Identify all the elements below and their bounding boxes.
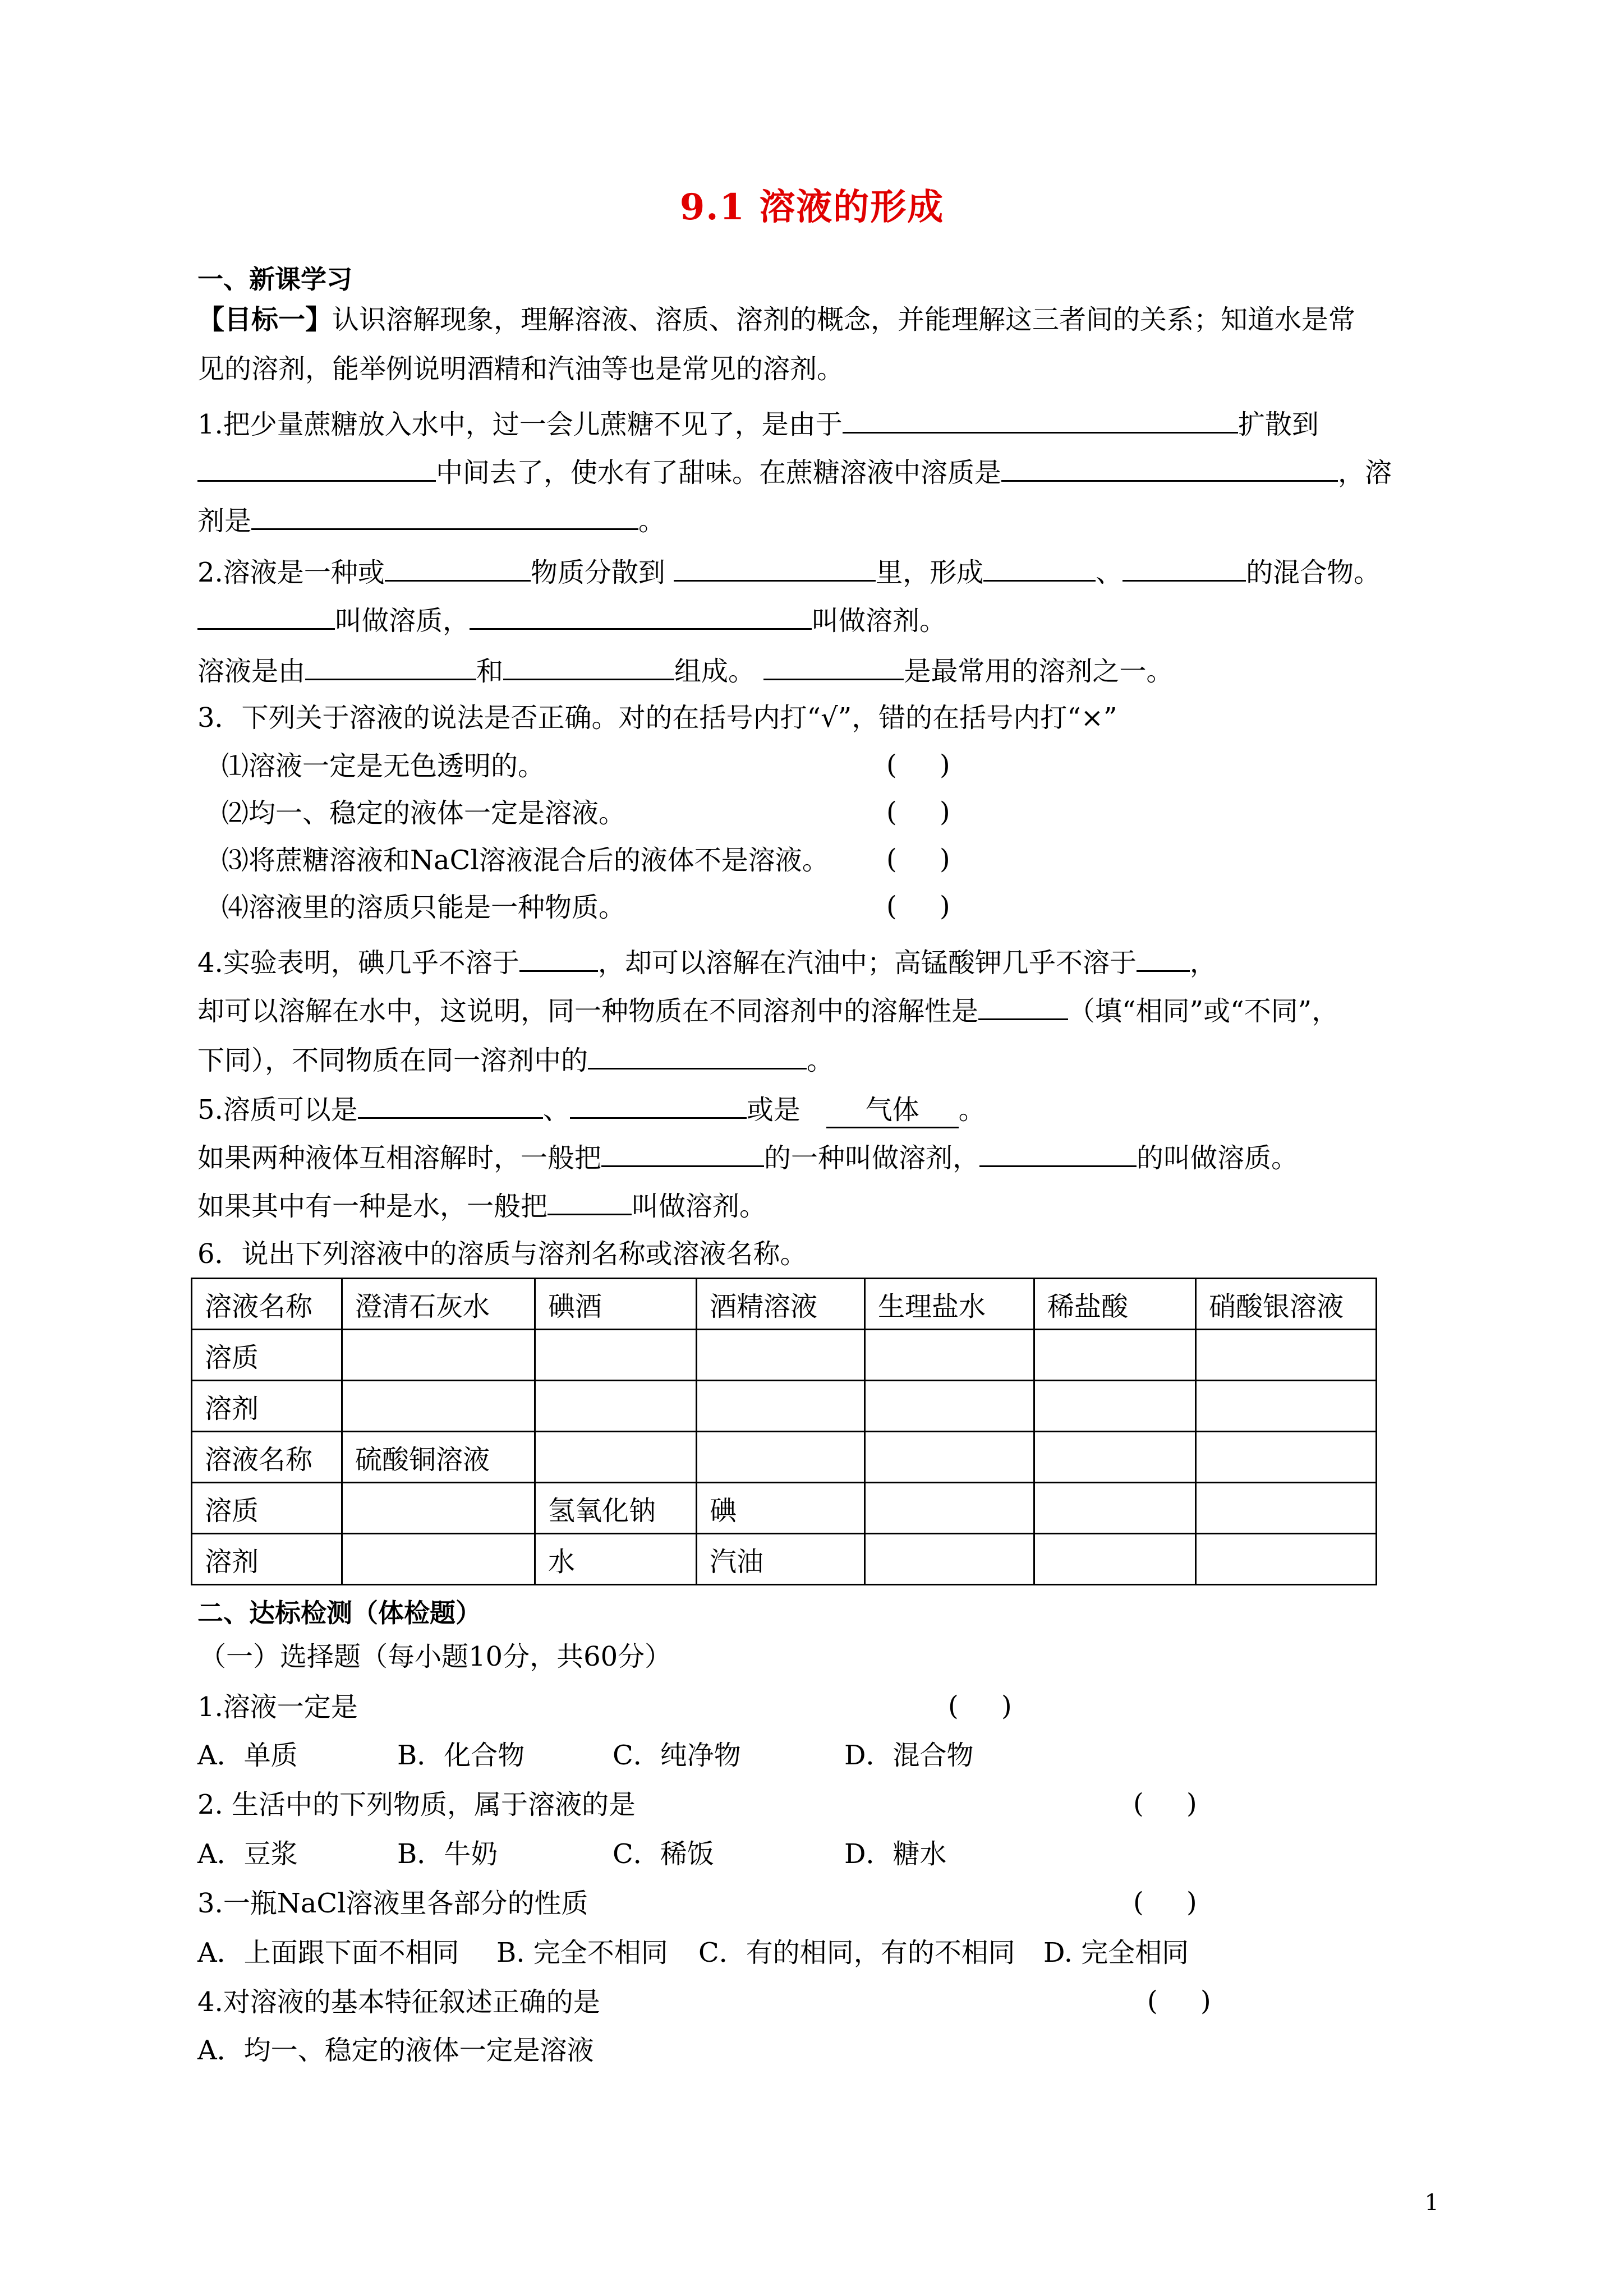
q2-line-1 <box>197 555 1381 589</box>
table-cell: 汽油 <box>697 1534 865 1585</box>
q5-text-f: 如果两种液体互相溶解时，一般把 <box>197 1142 602 1174</box>
table-cell[interactable] <box>342 1534 535 1585</box>
table-row <box>192 1330 1377 1381</box>
q2-text-j: 组成。 <box>674 656 756 687</box>
table-cell[interactable] <box>865 1381 1034 1432</box>
q3-stem: 3．下列关于溶液的说法是否正确。对的在括号内打“√”，错的在括号内打“×” <box>197 702 1117 734</box>
goal-line-1 <box>197 303 1355 336</box>
table-cell[interactable] <box>1196 1432 1377 1483</box>
mc-3-option-d[interactable]: D. 完全相同 <box>1043 1937 1189 1968</box>
answer-blank[interactable] <box>763 654 904 680</box>
table-cell[interactable] <box>1034 1534 1196 1585</box>
table-cell[interactable] <box>1196 1483 1377 1534</box>
q1-text-c: 中间去了，使水有了甜味。在蔗糖溶液中溶质是 <box>436 457 1002 488</box>
mc-1-option-b[interactable]: B．化合物 <box>397 1740 525 1771</box>
mc-1-option-a[interactable]: A．单质 <box>197 1740 298 1771</box>
answer-blank[interactable] <box>251 504 638 530</box>
answer-blank[interactable] <box>1122 555 1246 582</box>
q2-text-f: 叫做溶质， <box>335 605 470 637</box>
q2-text-b: 物质分散到 <box>530 557 665 588</box>
mc-1-option-d[interactable]: D．混合物 <box>844 1740 974 1771</box>
answer-blank[interactable] <box>358 1092 543 1119</box>
table-cell[interactable] <box>535 1330 697 1381</box>
table-cell: 氢氧化钠 <box>535 1483 697 1534</box>
table-cell[interactable] <box>697 1432 865 1483</box>
table-cell[interactable] <box>1034 1483 1196 1534</box>
table-cell: 酒精溶液 <box>697 1279 865 1330</box>
table-cell[interactable] <box>1196 1330 1377 1381</box>
mc-2-option-d[interactable]: D．糖水 <box>844 1838 947 1870</box>
mc-2-stem: 2. 生活中的下列物质，属于溶液的是 <box>197 1789 636 1820</box>
q3-item-2: ⑵均一、稳定的液体一定是溶液。 <box>222 797 626 829</box>
q4-text-b: ，却可以溶解在汽油中；高锰酸钾几乎不溶于 <box>597 947 1137 979</box>
section-heading-new-lesson: 一、新课学习 <box>197 264 352 294</box>
q5-line-1 <box>197 1092 986 1128</box>
mc-3-stem: 3.一瓶NaCl溶液里各部分的性质 <box>197 1888 588 1919</box>
table-cell[interactable] <box>1034 1330 1196 1381</box>
table-cell: 硝酸银溶液 <box>1196 1279 1377 1330</box>
table-cell[interactable] <box>535 1381 697 1432</box>
q2-text-d: 、 <box>1096 557 1123 588</box>
mc-2-option-b[interactable]: B．牛奶 <box>397 1838 498 1870</box>
mc-2-option-a[interactable]: A．豆浆 <box>197 1838 298 1870</box>
q5-text-h: 的叫做溶质。 <box>1137 1142 1299 1174</box>
q5-text-e: 。 <box>958 1094 986 1126</box>
table-cell: 溶质 <box>192 1483 342 1534</box>
table-cell[interactable] <box>865 1330 1034 1381</box>
q1-text-b: 扩散到 <box>1237 409 1319 440</box>
q1-text-e: 剂是 <box>197 505 252 537</box>
table-row <box>192 1432 1377 1483</box>
table-cell: 澄清石灰水 <box>342 1279 535 1330</box>
answer-blank[interactable] <box>1001 455 1338 482</box>
q1-text-f: 。 <box>638 505 666 537</box>
page-number: 1 <box>1424 2190 1439 2216</box>
table-cell: 碘 <box>697 1483 865 1534</box>
answer-parenthesis[interactable]: ( ) <box>886 891 950 922</box>
table-cell: 碘酒 <box>535 1279 697 1330</box>
answer-parenthesis[interactable]: ( ) <box>886 749 950 781</box>
q1-line-2 <box>197 455 1392 490</box>
mc-1-stem: 1.溶液一定是 <box>197 1691 358 1723</box>
q3-item-3: ⑶将蔗糖溶液和NaCl溶液混合后的液体不是溶液。 <box>222 845 829 876</box>
mc-3-option-b[interactable]: B. 完全不相同 <box>496 1937 668 1968</box>
table-cell[interactable] <box>1196 1381 1377 1432</box>
q2-text-e: 的混合物。 <box>1246 557 1381 588</box>
sub-heading-choice: （一）选择题（每小题10分，共60分） <box>199 1641 672 1672</box>
table-cell[interactable] <box>342 1483 535 1534</box>
table-cell: 硫酸铜溶液 <box>342 1432 535 1483</box>
q5-line-3 <box>197 1189 766 1223</box>
mc-1-option-c[interactable]: C．纯净物 <box>613 1740 741 1771</box>
table-row <box>192 1381 1377 1432</box>
table-cell[interactable] <box>1196 1534 1377 1585</box>
q1-text-a: 1.把少量蔗糖放入水中，过一会儿蔗糖不见了，是由于 <box>197 409 843 440</box>
answer-blank[interactable] <box>674 555 876 582</box>
table-cell: 生理盐水 <box>865 1279 1034 1330</box>
table-cell: 溶液名称 <box>192 1432 342 1483</box>
q5-text-c: 或是 <box>746 1094 801 1126</box>
q5-text-a: 5.溶质可以是 <box>197 1094 358 1126</box>
mc-3-option-c[interactable]: C．有的相同，有的不相同 <box>698 1937 1015 1968</box>
table-row <box>192 1534 1377 1585</box>
table-cell[interactable] <box>865 1483 1034 1534</box>
solution-table <box>191 1278 1377 1585</box>
answer-blank[interactable] <box>843 407 1238 434</box>
goal-text-1: 认识溶解现象，理解溶液、溶质、溶剂的概念，并能理解这三者间的关系；知道水是常 <box>332 304 1356 335</box>
answer-blank[interactable] <box>503 654 674 680</box>
q3-item-4: ⑷溶液里的溶质只能是一种物质。 <box>222 892 626 923</box>
q1-line-3 <box>197 504 665 538</box>
q1-line-1 <box>197 407 1319 441</box>
table-cell[interactable] <box>342 1330 535 1381</box>
answer-blank[interactable] <box>601 1141 764 1167</box>
table-cell: 溶剂 <box>192 1534 342 1585</box>
q4-text-g: 。 <box>807 1045 834 1076</box>
page-title: 9.1 溶液的形成 <box>679 186 945 228</box>
table-cell[interactable] <box>1034 1381 1196 1432</box>
answer-blank[interactable] <box>978 994 1068 1020</box>
mc-4-stem: 4.对溶液的基本特征叙述正确的是 <box>197 1986 600 2018</box>
table-cell: 溶质 <box>192 1330 342 1381</box>
q5-text-g: 的一种叫做溶剂， <box>764 1142 980 1174</box>
q4-text-f: 下同），不同物质在同一溶剂中的 <box>197 1045 588 1076</box>
table-row <box>192 1279 1377 1330</box>
answer-blank[interactable] <box>470 603 812 630</box>
table-cell[interactable] <box>865 1534 1034 1585</box>
table-cell[interactable] <box>535 1432 697 1483</box>
q5-text-i: 如果其中有一种是水，一般把 <box>197 1191 548 1222</box>
table-cell: 溶液名称 <box>192 1279 342 1330</box>
q5-text-b: 、 <box>542 1094 570 1126</box>
answer-parenthesis[interactable]: ( ) <box>886 843 950 875</box>
answer-parenthesis[interactable]: ( ) <box>1147 1985 1211 2017</box>
q2-text-k: 是最常用的溶剂之一。 <box>904 656 1174 687</box>
answer-parenthesis[interactable]: ( ) <box>948 1690 1012 1722</box>
q2-text-h: 溶液是由 <box>197 656 306 687</box>
answer-blank[interactable] <box>983 555 1096 582</box>
q4-text-a: 4.实验表明，碘几乎不溶于 <box>197 947 519 979</box>
q4-line-1 <box>197 946 1217 980</box>
answer-blank[interactable] <box>548 1189 632 1215</box>
q2-line-2 <box>197 603 946 638</box>
q2-line-3 <box>197 654 1173 688</box>
answer-blank[interactable] <box>570 1092 747 1119</box>
section-heading-assessment: 二、达标检测（体检题） <box>197 1598 481 1628</box>
q4-line-2 <box>197 994 1338 1028</box>
q2-text-a: 2.溶液是一种或 <box>197 557 385 588</box>
mc-2-option-c[interactable]: C．稀饭 <box>613 1838 714 1870</box>
answer-blank[interactable] <box>197 455 436 482</box>
q4-text-c: ， <box>1189 947 1217 979</box>
q4-text-e: （填“相同”或“不同”， <box>1068 995 1339 1027</box>
q5-filled-answer: 气体 <box>826 1093 959 1128</box>
answer-blank[interactable] <box>588 1043 807 1069</box>
q5-text-j: 叫做溶剂。 <box>632 1191 767 1222</box>
table-cell[interactable] <box>697 1330 865 1381</box>
table-cell[interactable] <box>865 1432 1034 1483</box>
table-cell[interactable] <box>697 1381 865 1432</box>
answer-parenthesis[interactable]: ( ) <box>1133 1887 1197 1918</box>
answer-blank[interactable] <box>519 946 598 972</box>
goal-line-2: 见的溶剂，能举例说明酒精和汽油等也是常见的溶剂。 <box>197 353 844 385</box>
answer-blank[interactable] <box>197 603 335 630</box>
q4-text-d: 却可以溶解在水中，这说明，同一种物质在不同溶剂中的溶解性是 <box>197 995 979 1027</box>
q2-text-c: 里，形成 <box>876 557 984 588</box>
q2-text-g: 叫做溶剂。 <box>812 605 947 637</box>
table-cell[interactable] <box>342 1381 535 1432</box>
answer-blank[interactable] <box>305 654 476 680</box>
answer-parenthesis[interactable]: ( ) <box>1133 1788 1197 1819</box>
answer-blank[interactable] <box>1137 946 1190 972</box>
q4-line-3 <box>197 1043 834 1077</box>
table-cell: 水 <box>535 1534 697 1585</box>
q3-item-1: ⑴溶液一定是无色透明的。 <box>222 750 545 782</box>
q6-stem: 6．说出下列溶液中的溶质与溶剂名称或溶液名称。 <box>197 1238 807 1270</box>
mc-3-option-a[interactable]: A．上面跟下面不相同 <box>197 1937 459 1968</box>
answer-blank[interactable] <box>979 1141 1137 1167</box>
goal-label: 【目标一】 <box>197 304 333 335</box>
q5-line-2 <box>197 1141 1298 1175</box>
q1-text-d: ，溶 <box>1338 457 1392 488</box>
q2-text-i: 和 <box>476 656 504 687</box>
answer-blank[interactable] <box>385 555 531 582</box>
answer-parenthesis[interactable]: ( ) <box>886 796 950 828</box>
table-cell: 溶剂 <box>192 1381 342 1432</box>
table-cell[interactable] <box>1034 1432 1196 1483</box>
table-row <box>192 1483 1377 1534</box>
mc-4-option-a[interactable]: A．均一、稳定的液体一定是溶液 <box>197 2035 594 2066</box>
table-cell: 稀盐酸 <box>1034 1279 1196 1330</box>
